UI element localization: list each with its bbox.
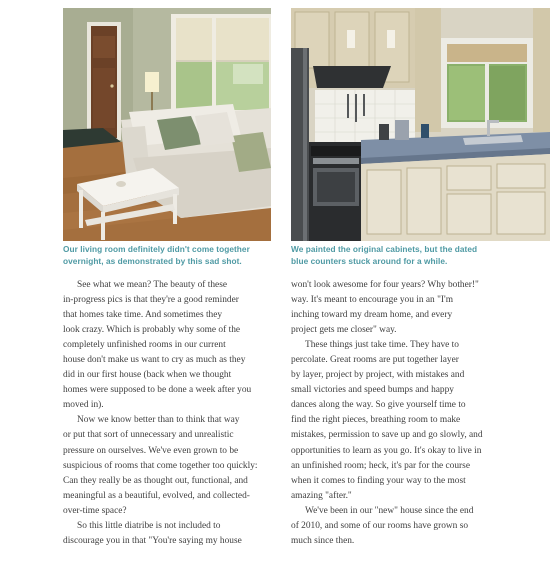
text-line: when it comes to finding your way to the most (291, 475, 466, 486)
body-paragraph (291, 504, 523, 549)
text-line: Can they really be as thought out, functional, and (63, 475, 248, 486)
text-line: over-time space? (63, 505, 127, 516)
caption-line: We painted the original cabinets, but the dated (291, 244, 478, 254)
text-line: of 2010, and some of our rooms have grown so (291, 520, 469, 531)
caption-line: blue counters stuck around for a while. (291, 255, 448, 266)
text-line: So this little diatribe is not included to (77, 520, 221, 531)
text-line: moved in). (63, 400, 104, 411)
caption-kitchen (291, 244, 550, 267)
text-line: opportunities to learn as you go. It's okay to live in (291, 445, 482, 456)
text-line: Now we know better than to think that way (77, 415, 240, 426)
text-line: find the right pieces, breathing room to make (291, 415, 461, 426)
text-line: discourage you in that "You're saying my house (63, 535, 242, 546)
text-line: that homes take time. And sometimes they (63, 310, 223, 321)
text-line: dances along the way. So give yourself time to (291, 400, 466, 411)
text-line: did in our first house (back when we thought (63, 370, 232, 381)
text-line: completely unfinished rooms in our current (63, 340, 226, 351)
text-line: project gets me closer" way. (291, 325, 397, 336)
text-line: in-progress pics is that they're a good reminder (63, 295, 239, 306)
text-line: much since then. (291, 535, 355, 546)
caption-line: Our living room definitely didn't come together (63, 244, 250, 254)
text-line: We've been in our "new" house since the end (305, 505, 474, 516)
text-line: house don't make us want to cry as much as they (63, 355, 246, 366)
body-paragraph (291, 278, 523, 338)
text-line: small victories and speed bumps and happy (291, 385, 454, 396)
text-line: suspicious of rooms that come together too quickly: (63, 460, 258, 471)
text-line: amazing "after." (291, 490, 352, 501)
text-line: or put that sort of unnecessary and unrealistic (63, 430, 234, 441)
body-paragraph (63, 413, 277, 518)
text-line: homes were supposed to be done a week after you (63, 385, 252, 396)
text-line: mistakes, permission to save up and go slowly, and (291, 430, 483, 441)
caption-living-room (63, 244, 278, 267)
body-paragraph (291, 338, 523, 504)
body-column-right (291, 278, 523, 549)
text-line: These things just take time. They have to (305, 340, 459, 351)
text-line: look crazy. Which is probably why some of the (63, 325, 241, 336)
caption-line: overnight, as demonstrated by this sad shot. (63, 255, 242, 266)
text-line: an unfinished room; heck, it's par for the course (291, 460, 470, 471)
text-line: percolate. Great rooms are put together layer (291, 355, 459, 366)
body-column-left (63, 278, 277, 549)
text-line: meaningful as a beautiful, evolved, and collected- (63, 490, 250, 501)
living-room-photo (63, 8, 271, 241)
text-line: See what we mean? The beauty of these (77, 280, 228, 290)
text-line: won't look awesome for four years? Why bother!" (291, 280, 479, 290)
text-line: by layer, project by project, with mistakes and (291, 370, 465, 381)
text-line: inching toward my dream home, and every (291, 310, 453, 321)
body-paragraph (63, 278, 277, 413)
body-paragraph (63, 519, 277, 549)
kitchen-photo (291, 8, 550, 241)
text-line: pressure on ourselves. We've even grown to be (63, 445, 239, 456)
text-line: way. It's meant to encourage you in an "I'm (291, 295, 454, 306)
